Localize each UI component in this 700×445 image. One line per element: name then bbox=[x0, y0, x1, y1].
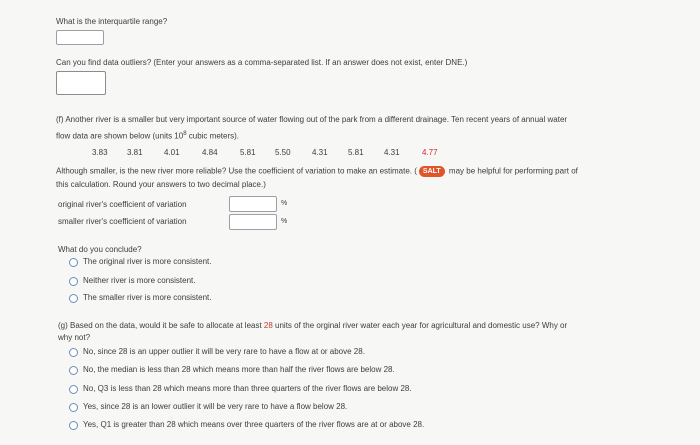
smaller-cv-label: smaller river's coefficient of variation bbox=[58, 217, 187, 226]
cv-instruction-line2: this calculation. Round your answers to two decimal place.) bbox=[56, 180, 266, 189]
original-cv-label: original river's coefficient of variation bbox=[58, 200, 187, 209]
flow-value: 5.81 bbox=[240, 148, 256, 157]
flow-value: 5.50 bbox=[275, 148, 291, 157]
outliers-answer-input[interactable] bbox=[56, 71, 106, 95]
smaller-cv-input[interactable] bbox=[229, 214, 277, 230]
smaller-cv-unit: % bbox=[281, 218, 288, 225]
salt-link-button[interactable]: SALT bbox=[419, 166, 445, 177]
radio-icon[interactable] bbox=[69, 385, 78, 394]
flow-value: 3.81 bbox=[127, 148, 143, 157]
part-g-option[interactable]: Yes, since 28 is an lower outlier it will be very rare to have a flow below 28. bbox=[69, 401, 347, 413]
original-cv-unit: % bbox=[281, 200, 288, 207]
cv-instruction-line1: Although smaller, is the new river more reliable? Use the coefficient of variation to make an estimate. ( SALT may be helpful for performing part of bbox=[56, 166, 578, 176]
outliers-question: Can you find data outliers? (Enter your answers as a comma-separated list. If an answer does not exist, enter DNE.) bbox=[56, 58, 468, 67]
flow-value-highlighted: 4.77 bbox=[422, 148, 438, 157]
part-g-option[interactable]: No, since 28 is an upper outlier it will be very rare to have a flow at or above 28. bbox=[69, 346, 365, 358]
part-g-option[interactable]: No, Q3 is less than 28 which means more than three quarters of the river flows are below 28. bbox=[69, 383, 412, 395]
radio-icon[interactable] bbox=[69, 277, 78, 286]
part-g-question-line1: (g) Based on the data, would it be safe to allocate at least 28 units of the orginal river water each year for agricultural and domestic use? Why or bbox=[58, 321, 568, 330]
flow-value: 4.84 bbox=[202, 148, 218, 157]
cropped-header-text bbox=[300, 0, 380, 4]
radio-icon[interactable] bbox=[69, 403, 78, 412]
conclude-question: What do you conclude? bbox=[58, 245, 142, 254]
conclude-option[interactable]: The original river is more consistent. bbox=[69, 256, 212, 268]
part-g-question-line2: why not? bbox=[58, 333, 91, 342]
radio-icon[interactable] bbox=[69, 421, 78, 430]
original-cv-input[interactable] bbox=[229, 196, 277, 212]
radio-icon[interactable] bbox=[69, 348, 78, 357]
flow-value: 3.83 bbox=[92, 148, 108, 157]
radio-icon[interactable] bbox=[69, 258, 78, 267]
part-g-option[interactable]: Yes, Q1 is greater than 28 which means over three quarters of the river flows are at or above 28. bbox=[69, 419, 424, 431]
flow-value: 4.31 bbox=[384, 148, 400, 157]
radio-icon[interactable] bbox=[69, 366, 78, 375]
river-flow-values bbox=[92, 148, 438, 158]
flow-value: 4.31 bbox=[312, 148, 328, 157]
part-f-intro-line2: flow data are shown below (units $10^8$ cubic meters). bbox=[56, 131, 239, 141]
conclude-option[interactable]: The smaller river is more consistent. bbox=[69, 292, 211, 304]
iqr-answer-input[interactable] bbox=[56, 30, 104, 45]
part-g-option[interactable]: No, the median is less than 28 which means more than half the river flows are below 28. bbox=[69, 364, 395, 376]
radio-icon[interactable] bbox=[69, 294, 78, 303]
conclude-option[interactable]: Neither river is more consistent. bbox=[69, 275, 195, 287]
part-f-intro-line1: (f) Another river is a smaller but very important source of water flowing out of the park from a different drainage. Ten recent years of annual water bbox=[56, 115, 568, 124]
iqr-question: What is the interquartile range? bbox=[56, 17, 168, 26]
flow-value: 4.01 bbox=[164, 148, 180, 157]
flow-value: 5.81 bbox=[348, 148, 364, 157]
